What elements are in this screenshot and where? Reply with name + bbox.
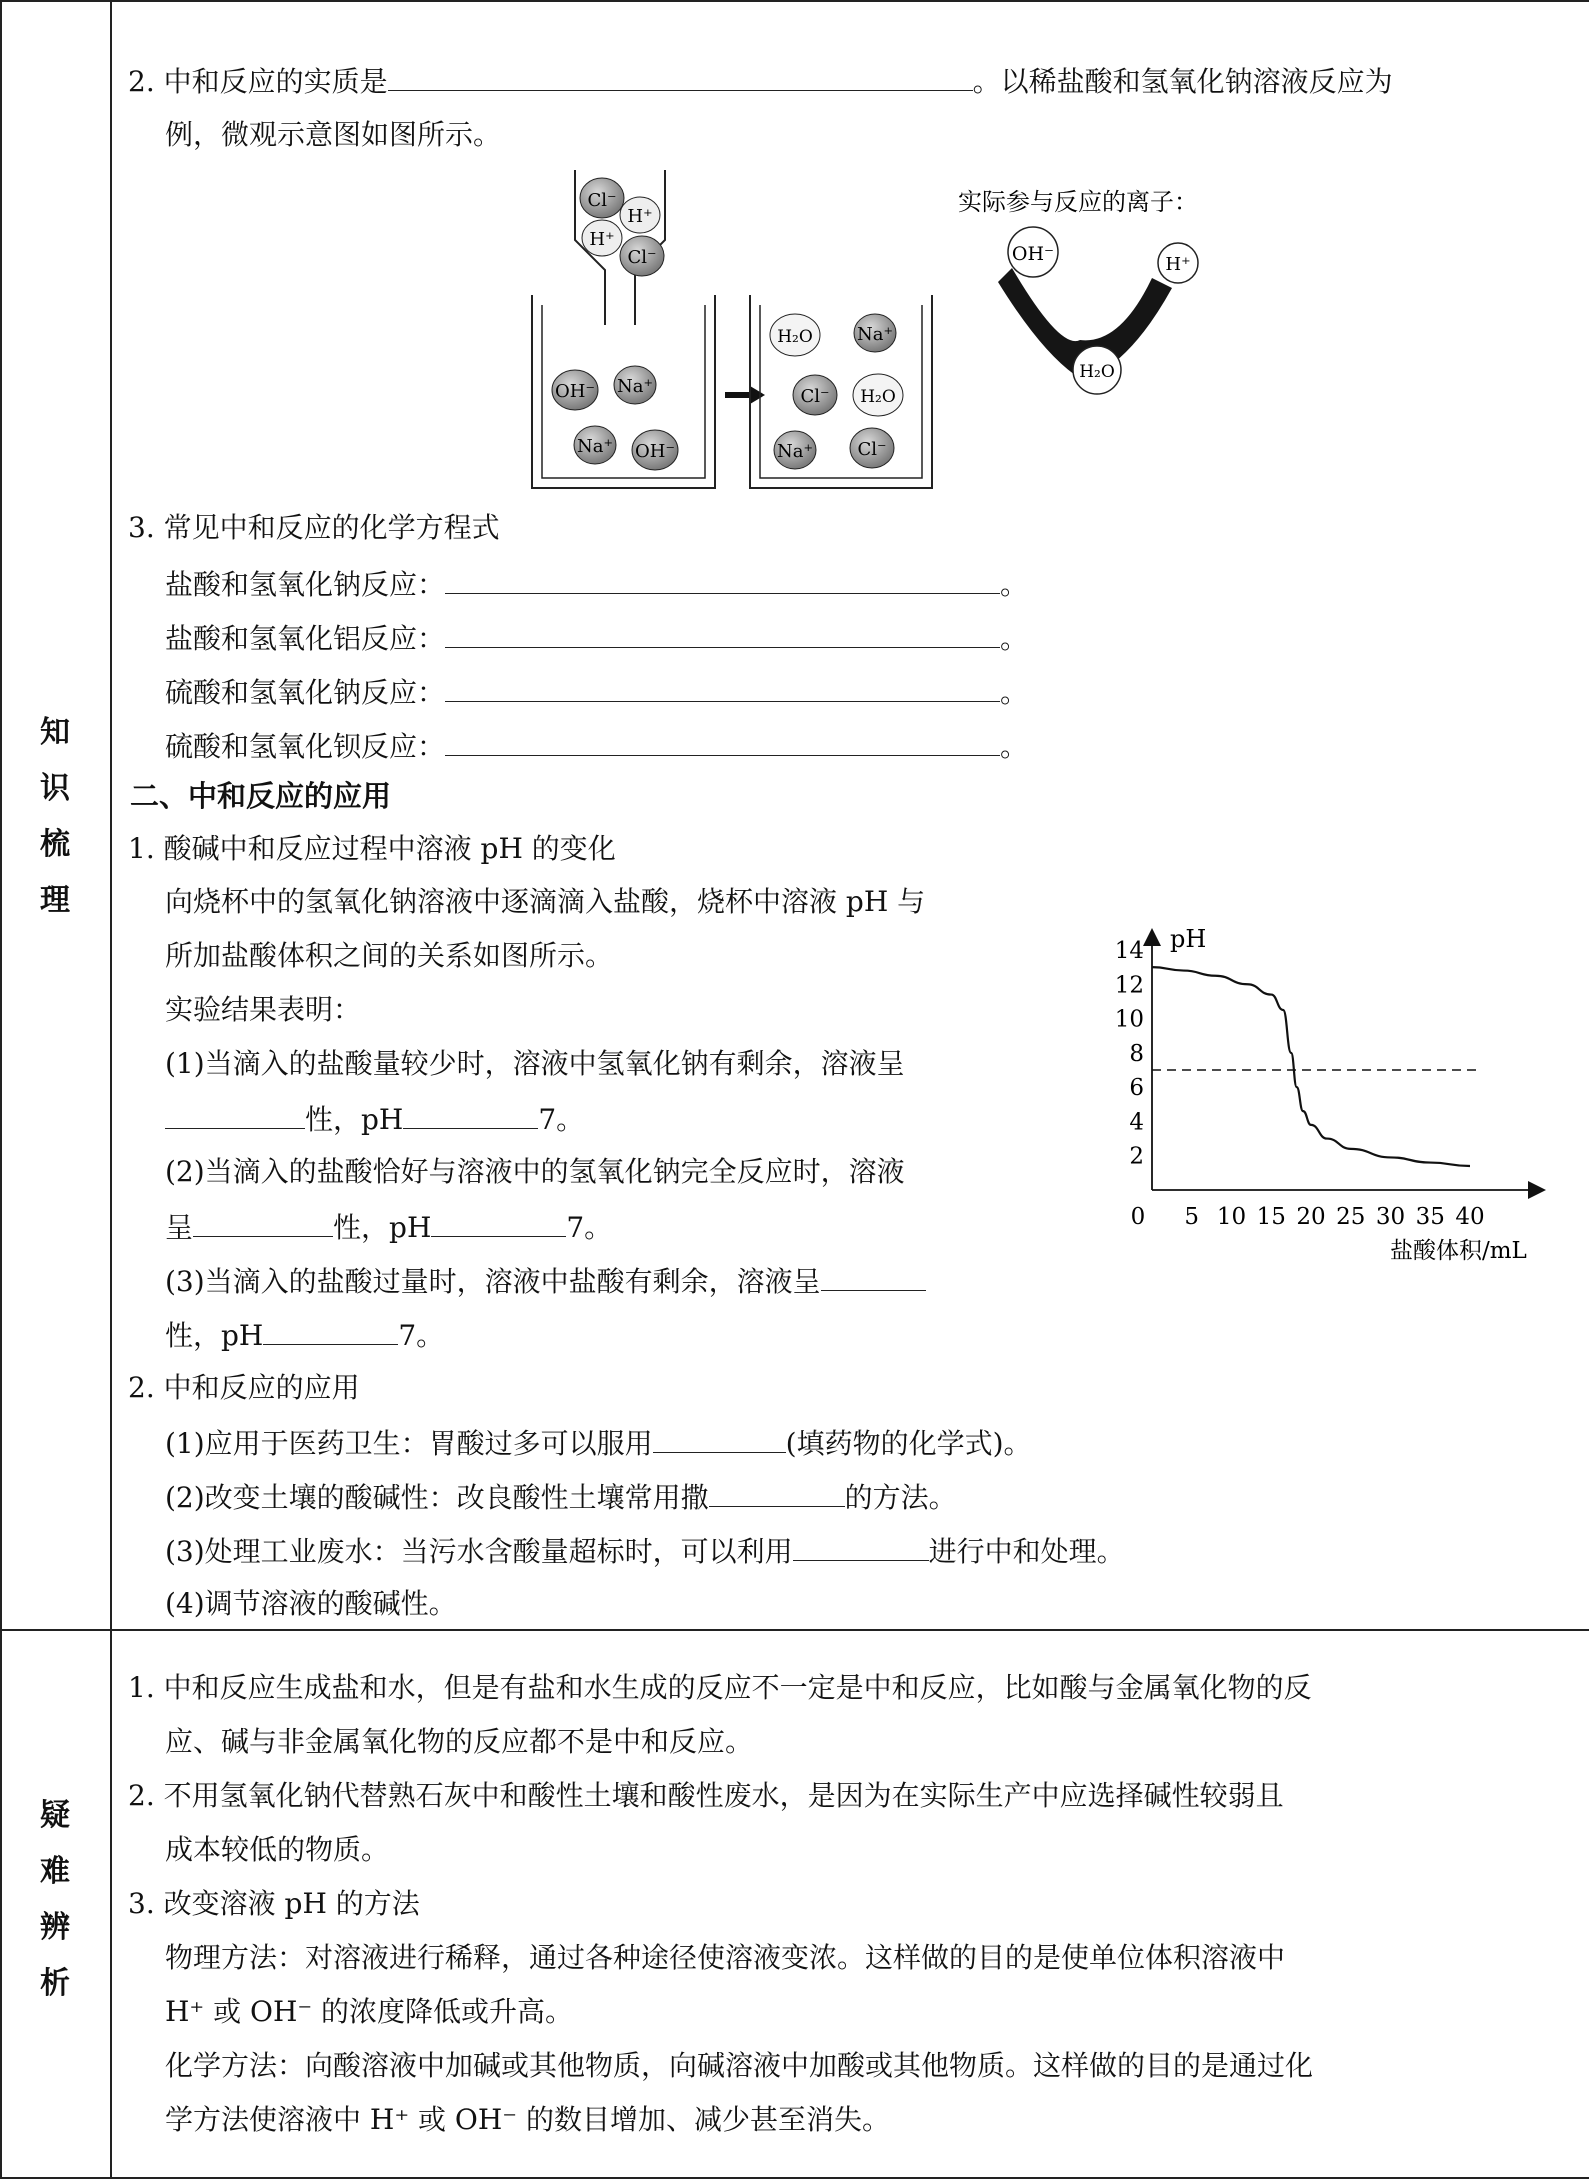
text: (3)当滴入的盐酸过量时，溶液中盐酸有剩余，溶液呈 — [165, 1265, 821, 1298]
ion-label: Na⁺ — [857, 324, 893, 345]
y-tick-label: 4 — [1129, 1109, 1144, 1136]
physical-method-cont: H⁺ 或 OH⁻ 的浓度降低或升高。 — [165, 1995, 574, 2028]
x-ticks — [1131, 1204, 1485, 1230]
equation-label: 硫酸和氢氧化钡反应： — [165, 730, 446, 763]
text: 7。 — [538, 1103, 585, 1136]
x-tick-label: 5 — [1184, 1204, 1200, 1230]
ion-oh — [552, 370, 598, 410]
x-tick-label: 30 — [1375, 1204, 1406, 1230]
text: 7。 — [398, 1319, 445, 1352]
application-2 — [165, 1476, 957, 1518]
answer-blank[interactable] — [709, 1476, 845, 1507]
period: 。 — [1000, 622, 1029, 655]
note-3: 3. 改变溶液 pH 的方法 — [128, 1887, 420, 1920]
ph-curve — [1152, 967, 1470, 1166]
answer-blank[interactable] — [445, 671, 1000, 702]
x-tick-label: 35 — [1415, 1204, 1445, 1230]
text: (2)改变土壤的酸碱性：改良酸性土壤常用撒 — [165, 1481, 709, 1514]
label-char: 难 — [40, 1854, 70, 1889]
equation-label: 盐酸和氢氧化铝反应： — [165, 622, 446, 655]
ion-oh — [632, 430, 678, 470]
application-1 — [165, 1422, 1032, 1464]
result-2: (2)当滴入的盐酸恰好与溶液中的氢氧化钠完全反应时，溶液 — [165, 1155, 905, 1188]
answer-blank[interactable] — [445, 725, 1000, 756]
ion-label: Cl⁻ — [627, 247, 657, 268]
result-3-answer — [165, 1314, 444, 1356]
answer-blank[interactable] — [193, 1206, 333, 1237]
text: (1)应用于医药卫生：胃酸过多可以服用 — [165, 1427, 653, 1460]
period: 。 — [1000, 568, 1029, 601]
text: (3)处理工业废水：当污水含酸量超标时，可以利用 — [165, 1535, 793, 1568]
section-heading: 二、中和反应的应用 — [130, 779, 392, 813]
section-divider — [0, 1629, 1589, 1631]
label-char: 疑 — [40, 1798, 70, 1833]
answer-blank[interactable] — [431, 1206, 566, 1237]
y-tick-label: 10 — [1114, 1006, 1144, 1033]
molecule-h2o — [853, 374, 903, 416]
item3-heading: 3. 常见中和反应的化学方程式 — [128, 511, 500, 544]
period: 。 — [1000, 676, 1029, 709]
micro-diagram — [520, 170, 1220, 500]
answer-blank[interactable] — [445, 617, 1000, 648]
text: 性，pH — [305, 1103, 404, 1136]
x-tick-label: 10 — [1216, 1204, 1247, 1230]
period: 。 — [1000, 730, 1029, 763]
text: 进行中和处理。 — [928, 1535, 1125, 1568]
actual-ions-label: 实际参与反应的离子： — [958, 188, 1198, 216]
result-1: (1)当滴入的盐酸量较少时，溶液中氢氧化钠有剩余，溶液呈 — [165, 1047, 905, 1080]
text: 性，pH — [333, 1211, 432, 1244]
label-char: 辨 — [40, 1910, 70, 1945]
ion-label: H⁺ — [627, 206, 653, 227]
y-tick-label: 2 — [1129, 1143, 1144, 1170]
equation-row — [165, 671, 1028, 713]
physical-method: 物理方法：对溶液进行稀释，通过各种途径使溶液变浓。这样做的目的是使单位体积溶液中 — [165, 1941, 1286, 1974]
ion-label: Na⁺ — [777, 441, 813, 462]
x-tick-label: 15 — [1256, 1204, 1286, 1230]
paragraph: 所加盐酸体积之间的关系如图所示。 — [165, 939, 614, 972]
ion-label: H⁺ — [1165, 254, 1191, 275]
ion-label: Cl⁻ — [857, 439, 887, 460]
text: 性，pH — [165, 1319, 264, 1352]
y-axis-label: pH — [1170, 925, 1207, 953]
ion-na — [614, 366, 656, 404]
ion-na — [574, 426, 616, 464]
note-2: 2. 不用氢氧化钠代替熟石灰中和酸性土壤和酸性废水，是因为在实际生产中应选择碱性较弱且 — [128, 1779, 1284, 1812]
answer-blank[interactable] — [165, 1098, 305, 1129]
item2-text: 2. 中和反应的实质是 — [128, 65, 388, 98]
application-3 — [165, 1530, 1125, 1572]
note-2-cont: 成本较低的物质。 — [165, 1833, 390, 1866]
answer-blank[interactable] — [388, 60, 973, 91]
ion-cl — [580, 178, 624, 218]
molecule-h2o — [1073, 346, 1121, 394]
chemical-method-cont: 学方法使溶液中 H⁺ 或 OH⁻ 的数目增加、减少甚至消失。 — [165, 2103, 890, 2136]
ion-label: H₂O — [777, 327, 813, 347]
applications-heading: 2. 中和反应的应用 — [128, 1371, 360, 1404]
ion-label: H₂O — [1079, 362, 1115, 382]
label-char: 理 — [40, 883, 70, 918]
x-tick-label: 40 — [1455, 1204, 1485, 1230]
label-char: 梳 — [40, 827, 70, 862]
x-axis-label: 盐酸体积/mL — [1390, 1238, 1527, 1264]
equation-row — [165, 617, 1028, 659]
ion-na — [774, 431, 816, 469]
result-2-answer — [165, 1206, 612, 1248]
column-divider — [110, 0, 112, 2177]
ph-chart — [1090, 915, 1560, 1270]
answer-blank[interactable] — [793, 1530, 929, 1561]
item2-line2: 例，微观示意图如图所示。 — [165, 118, 502, 151]
ion-h — [1158, 243, 1198, 283]
ion-cl — [793, 375, 837, 415]
text: (填药物的化学式)。 — [785, 1427, 1032, 1460]
item2-line1 — [128, 60, 1393, 102]
paragraph: 向烧杯中的氢氧化钠溶液中逐滴滴入盐酸，烧杯中溶液 pH 与 — [165, 885, 926, 918]
y-ticks — [1115, 938, 1144, 1170]
y-tick-label: 14 — [1114, 938, 1144, 964]
ion-label: Cl⁻ — [800, 386, 830, 407]
equation-label: 盐酸和氢氧化钠反应： — [165, 568, 446, 601]
application-4: (4)调节溶液的酸碱性。 — [165, 1587, 457, 1620]
equation-row — [165, 563, 1028, 605]
answer-blank[interactable] — [653, 1422, 786, 1453]
ion-label: OH⁻ — [1011, 243, 1055, 265]
ion-label: OH⁻ — [635, 441, 675, 462]
label-char: 知 — [40, 715, 70, 750]
text: 呈 — [165, 1211, 194, 1244]
text: 的方法。 — [844, 1481, 957, 1514]
answer-blank[interactable] — [263, 1314, 398, 1345]
text: 7。 — [566, 1211, 613, 1244]
ion-h — [620, 197, 660, 233]
ion-label: Na⁺ — [577, 436, 613, 457]
ion-label: OH⁻ — [555, 381, 595, 402]
answer-blank[interactable] — [445, 563, 1000, 594]
answer-blank[interactable] — [403, 1098, 538, 1129]
ph-change-heading: 1. 酸碱中和反应过程中溶液 pH 的变化 — [128, 832, 616, 865]
ion-oh — [1008, 227, 1058, 277]
note-1-cont: 应、碱与非金属氧化物的反应都不是中和反应。 — [165, 1725, 754, 1758]
section-label-difficulty — [0, 1788, 110, 2012]
chemical-method: 化学方法：向酸溶液中加碱或其他物质，向碱溶液中加酸或其他物质。这样做的目的是通过化 — [165, 2049, 1314, 2082]
ion-label: H₂O — [860, 387, 896, 407]
ion-label: Na⁺ — [617, 376, 653, 397]
item2-text-b: 。以稀盐酸和氢氧化钠溶液反应为 — [972, 65, 1393, 98]
paragraph: 实验结果表明： — [165, 993, 362, 1026]
section-label-knowledge — [0, 705, 110, 929]
label-char: 析 — [40, 1966, 70, 2001]
x-tick-label: 0 — [1130, 1204, 1146, 1230]
equation-label: 硫酸和氢氧化钠反应： — [165, 676, 446, 709]
x-tick-label: 25 — [1336, 1204, 1366, 1230]
result-1-answer — [165, 1098, 584, 1140]
ion-cl — [620, 236, 664, 276]
ion-label: Cl⁻ — [587, 190, 617, 211]
ion-h — [582, 220, 622, 256]
result-3 — [165, 1260, 926, 1302]
x-tick-label: 20 — [1296, 1204, 1326, 1230]
y-tick-label: 6 — [1129, 1075, 1144, 1102]
note-1: 1. 中和反应生成盐和水，但是有盐和水生成的反应不一定是中和反应，比如酸与金属氧化物的反 — [128, 1671, 1312, 1704]
ion-label: H⁺ — [589, 229, 615, 250]
equation-row — [165, 725, 1028, 767]
ion-na — [854, 314, 896, 352]
y-tick-label: 12 — [1114, 972, 1144, 999]
label-char: 识 — [40, 771, 70, 806]
y-tick-label: 8 — [1129, 1040, 1144, 1067]
molecule-h2o — [770, 314, 820, 356]
answer-blank[interactable] — [821, 1260, 926, 1291]
ion-cl — [850, 428, 894, 468]
